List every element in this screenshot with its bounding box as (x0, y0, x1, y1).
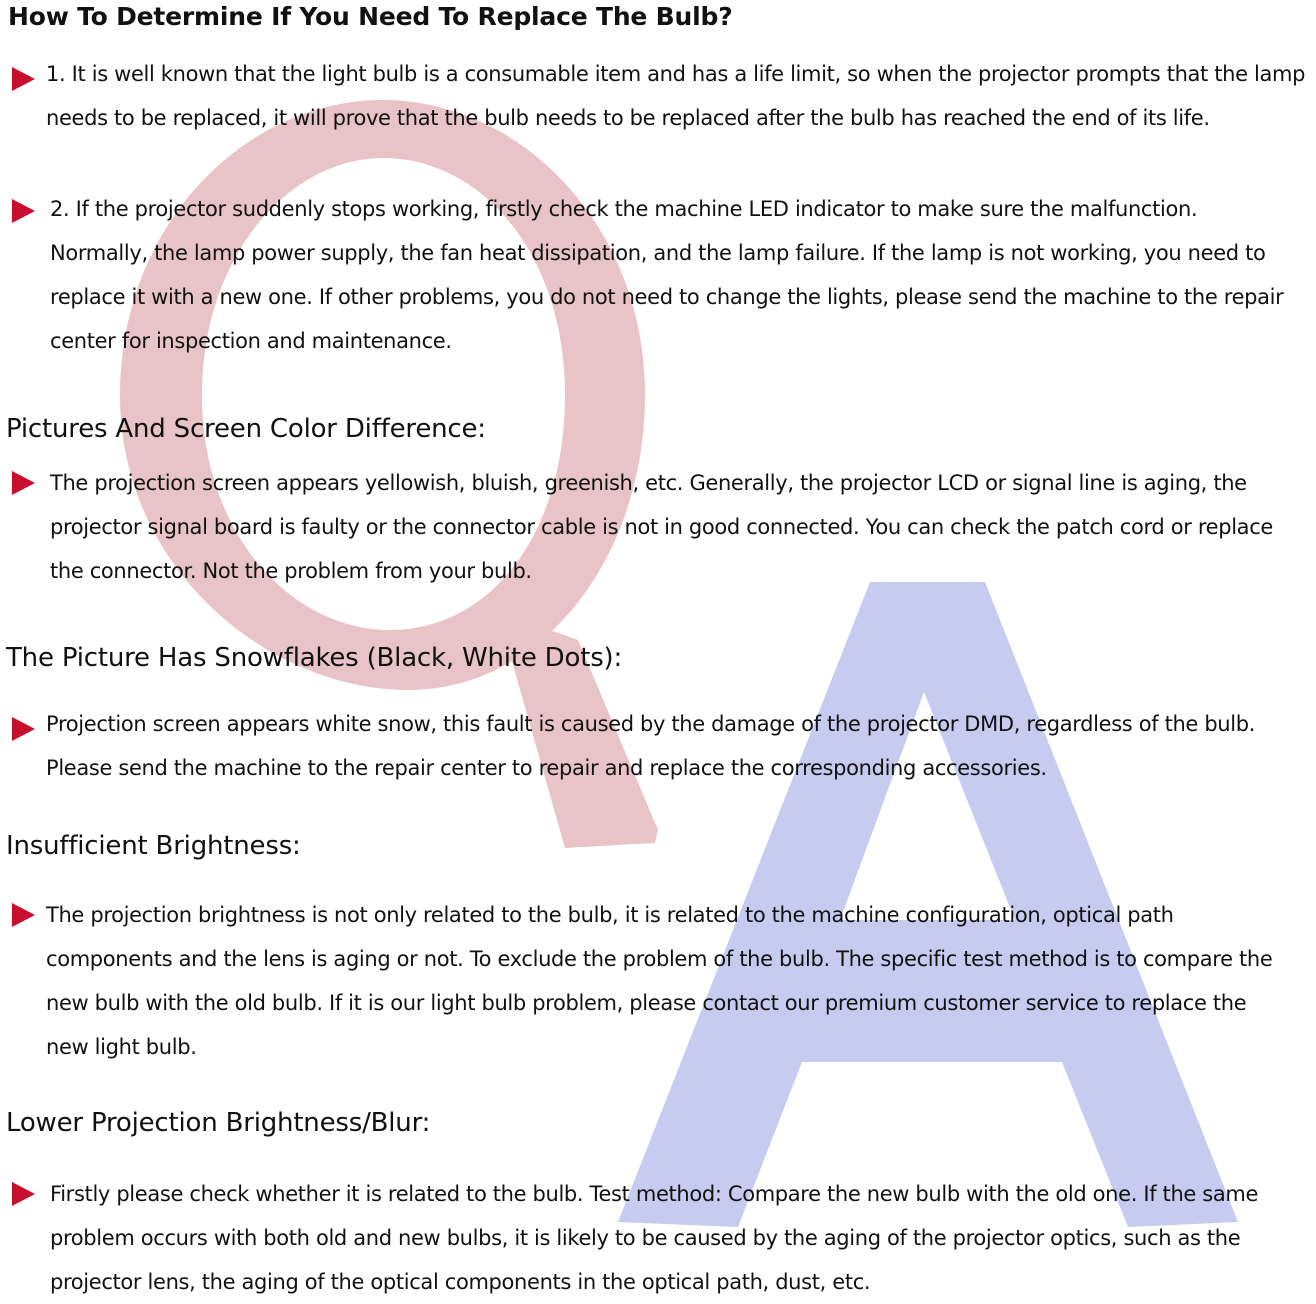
section-heading-lower-brightness: Lower Projection Brightness/Blur: (6, 1108, 431, 1138)
section-heading-color-difference: Pictures And Screen Color Difference: (6, 414, 486, 444)
item-text: Firstly please check whether it is related to the bulb. Test method: Compare the new bulb with the old one. If the same problem occurs with both old and new bulbs, it is likely to be caused by the aging of the projector optics, such as the projector lens, the aging of the optical components in the optical path, dust, etc. (50, 1182, 1259, 1294)
item-text: The projection screen appears yellowish, bluish, greenish, etc. Generally, the projector LCD or signal line is aging, the projector signal board is faulty or the connector cable is not in good connected. You can check the patch cord or replace the connector. Not the problem from your bulb. (50, 471, 1273, 583)
item-text: 2. If the projector suddenly stops working, firstly check the machine LED indicator to make sure the malfunction. Normally, the lamp power supply, the fan heat dissipation, and the lamp failure. If the lamp is not working, you need to replace it with a new one. If other problems, you do not need to change the lights, please send the machine to the repair center for inspection and maintenance. (50, 197, 1284, 353)
arrow-right-icon (10, 716, 36, 742)
section-heading-snowflakes: The Picture Has Snowflakes (Black, White Dots): (6, 643, 623, 673)
item-text: Projection screen appears white snow, this fault is caused by the damage of the projector DMD, regardless of the bulb. Please send the machine to the repair center to repair and replace the corresponding accessories. (46, 712, 1256, 780)
arrow-right-icon (10, 902, 36, 928)
arrow-right-icon (10, 470, 36, 496)
arrow-right-icon (10, 1181, 36, 1207)
item-text: 1. It is well known that the light bulb is a consumable item and has a life limit, so when the projector prompts that the lamp needs to be replaced, it will prove that the bulb needs to be replaced after the bulb has reached the end of its life. (46, 62, 1306, 130)
item-text: The projection brightness is not only related to the bulb, it is related to the machine configuration, optical path components and the lens is aging or not. To exclude the problem of the bulb. The specific test method is to compare the new bulb with the old bulb. If it is our light bulb problem, please contact our premium customer service to replace the new light bulb. (46, 903, 1273, 1059)
section-heading-replace-bulb: How To Determine If You Need To Replace The Bulb? (8, 2, 733, 31)
arrow-right-icon (10, 198, 36, 224)
section-heading-insufficient-brightness: Insufficient Brightness: (6, 831, 301, 861)
arrow-right-icon (10, 66, 36, 92)
